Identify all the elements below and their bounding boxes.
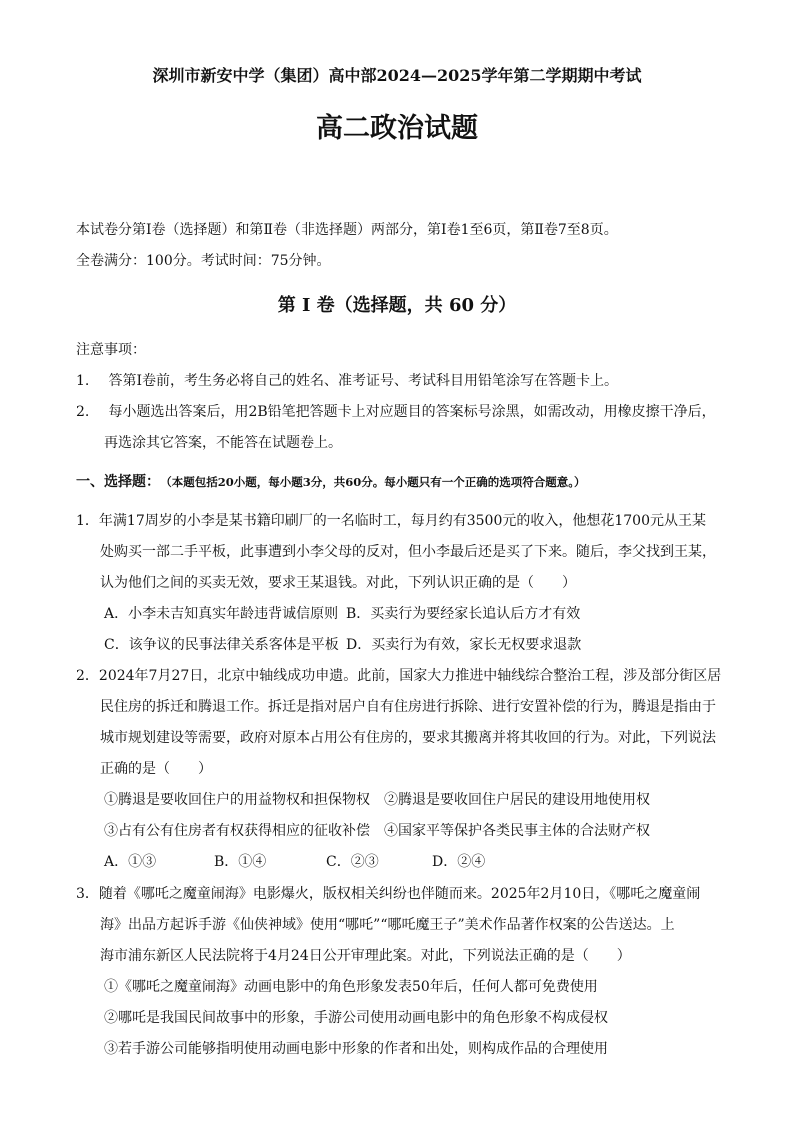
question-text: 3．随着《哪吒之魔童闹海》电影爆火，版权相关纠纷也伴随而来。2025年2月10日，《哪吒之魔童闹 [76,886,701,902]
choice-c: C．②③ [326,854,379,870]
question-text: 海》出品方起诉手游《仙侠神域》使用“哪吒”“哪吒魔王子”美术作品著作权案的公告送达。上 [100,917,675,933]
statement: ②腾退是要收回住户居民的建设用地使用权 [384,792,650,808]
section-heading [76,472,586,492]
note-item [76,402,716,422]
note-text: 答第Ⅰ卷前，考生务必将自己的姓名、准考证号、考试科目用铅笔涂写在答题卡上。 [108,373,618,389]
note-continuation: 再选涂其它答案，不能答在试题卷上。 [104,435,342,451]
question-text: 民住房的拆迁和腾退工作。拆迁是指对居户自有住房进行拆除、进行安置补偿的行为，腾退是指由于 [100,699,716,715]
choice-a: A．①③ [104,854,157,870]
question-text: 城市规划建设等需要，政府对原本占用公有住房的，要求其搬离并将其收回的行为。对此，下列说法 [100,730,716,746]
choice-d: D．②④ [432,854,486,870]
question-text: 海市浦东新区人民法院将于4月24日公开审理此案。对此，下列说法正确的是（ ） [100,948,631,964]
option-c: C．该争议的民事法律关系客体是平板 [104,637,339,653]
option-a: A．小李未吉知真实年龄违背诚信原则 [104,606,339,622]
question-text: 认为他们之间的买卖无效，要求王某退钱。对此，下列认识正确的是（ ） [100,575,576,591]
statement: ①《哪吒之魔童闹海》动画电影中的角色形象发表50年后，任何人都可免费使用 [104,979,598,995]
statement: ④国家平等保护各类民事主体的合法财产权 [384,823,650,839]
intro-line-1: 本试卷分第Ⅰ卷（选择题）和第Ⅱ卷（非选择题）两部分，第Ⅰ卷1至6页，第Ⅱ卷7至8页。 [76,222,618,238]
page-title: 高二政治试题 [316,113,478,144]
choice-b: B．①④ [214,854,267,870]
statement: ①腾退是要收回住户的用益物权和担保物权 [104,792,370,808]
option-b: B．买卖行为要经家长追认后方才有效 [346,606,581,622]
note-text: 每小题选出答案后，用2B铅笔把答题卡上对应题目的答案标号涂黑，如需改动，用橡皮擦干净后， [108,404,716,420]
question-text: 1．年满17周岁的小李是某书籍印刷厂的一名临时工，每月约有3500元的收入，他想花1700元从王某 [76,513,706,529]
volume-1-title: 第 Ⅰ 卷（选择题，共 60 分） [277,295,517,316]
note-number: 2. [76,404,90,420]
note-item [76,371,618,391]
exam-title: 深圳市新安中学（集团）高中部2024—2025学年第二学期期中考试 [152,66,642,85]
notes-heading: 注意事项： [76,342,146,358]
note-number: 1. [76,373,90,389]
section-title: 一、选择题： [76,474,160,490]
question-text: 处购买一部二手平板，此事遭到小李父母的反对，但小李最后还是买了下来。随后，李父找到王某， [100,544,716,560]
question-text: 正确的是（ ） [100,761,212,777]
question-text: 2．2024年7月27日，北京中轴线成功申遗。此前，国家大力推进中轴线综合整治工程，涉及部分街区居 [76,668,722,684]
statement: ②哪吒是我国民间故事中的形象，手游公司使用动画电影中的角色形象不构成侵权 [104,1010,608,1026]
section-instructions: （本题包括20小题，每小题3分，共60分。每小题只有一个正确的选项符合题意。） [166,475,586,489]
statement: ③占有公有住房者有权获得相应的征收补偿 [104,823,370,839]
intro-line-2: 全卷满分：100分。考试时间：75分钟。 [76,253,331,269]
statement: ③若手游公司能够指明使用动画电影中形象的作者和出处，则构成作品的合理使用 [104,1041,608,1057]
option-d: D．买卖行为有效，家长无权要求退款 [346,637,582,653]
